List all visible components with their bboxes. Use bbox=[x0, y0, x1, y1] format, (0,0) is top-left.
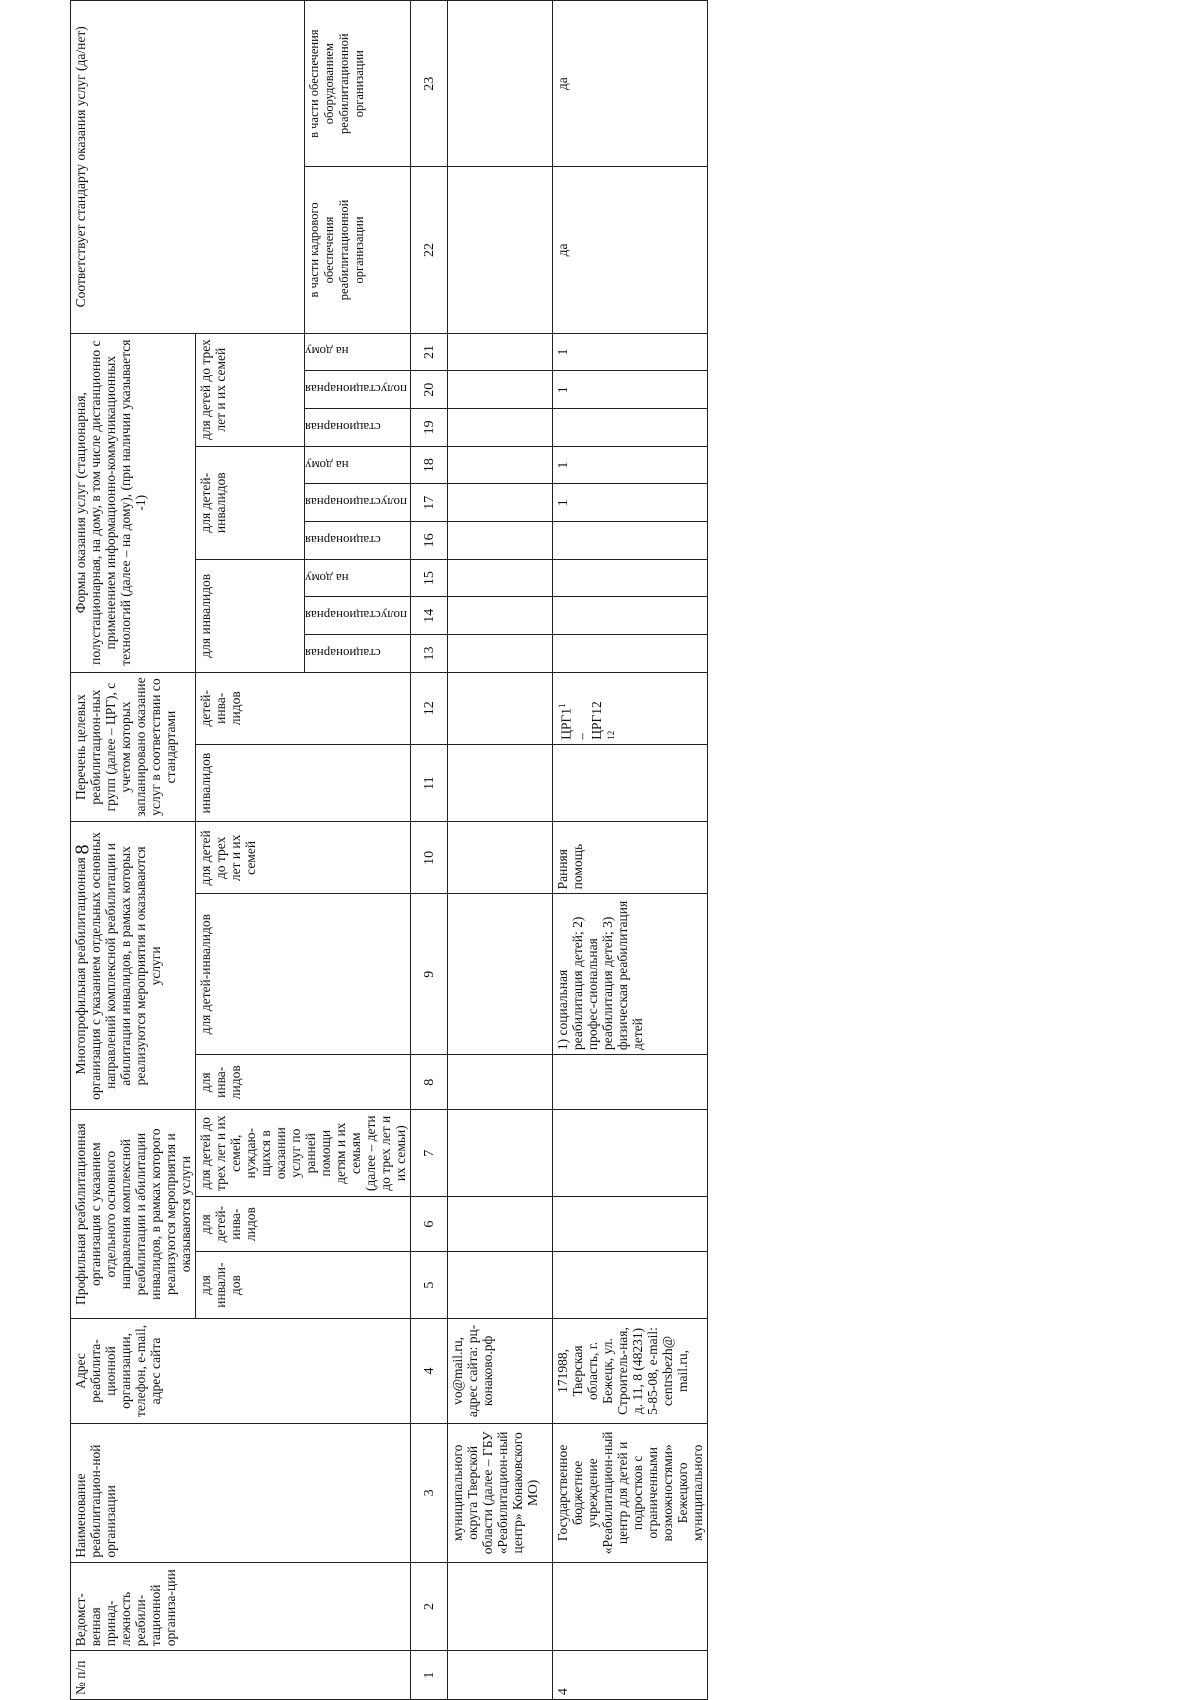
header-num: № п/п bbox=[71, 1651, 411, 1700]
cell-c22 bbox=[448, 167, 553, 333]
header-standard: Соответствует стандарту оказания услуг (да/нет) bbox=[71, 1, 305, 334]
header-form-home bbox=[304, 446, 410, 484]
crg-dash: – bbox=[573, 733, 589, 740]
crg-start-sup: 1 bbox=[557, 703, 567, 708]
cell-c23: да bbox=[553, 1, 708, 167]
column-number: 14 bbox=[411, 597, 448, 635]
crg-end-sup: 12 bbox=[605, 730, 616, 740]
crg-end: ЦРГ12 bbox=[588, 701, 604, 740]
cell-c16 bbox=[448, 522, 553, 560]
header-form-semistationary bbox=[304, 484, 410, 522]
cell-c16 bbox=[553, 522, 708, 560]
crg-start: ЦРГ1 bbox=[558, 707, 574, 740]
cell-address: 171988, Тверская область, г. Бежецк, ул. Строитель-ная, д. 11, 8 (48231) 5-85-08, e-mail: centrsbezh@ mail.ru, bbox=[553, 1318, 708, 1423]
column-number: 10 bbox=[411, 822, 448, 894]
cell-c6 bbox=[448, 1196, 553, 1251]
cell-c18: 1 bbox=[553, 446, 708, 484]
rotated-table-container bbox=[70, 0, 1120, 1700]
cell-c21 bbox=[448, 333, 553, 371]
cell-c17: 1 bbox=[553, 484, 708, 522]
form-type-label: на дому bbox=[304, 344, 349, 360]
cell-name: муниципального округа Тверской области (далее – ГБУ «Реабилитацион-ный центр» Конаковского МО) bbox=[448, 1424, 553, 1563]
rehab-organizations-table bbox=[70, 0, 708, 1700]
header-name: Наименование реабилитацион-ной организации bbox=[71, 1424, 411, 1563]
column-numbers-row bbox=[411, 1, 448, 1700]
form-type-label: на дому bbox=[304, 457, 349, 473]
column-number: 12 bbox=[411, 672, 448, 744]
column-number: 2 bbox=[411, 1562, 448, 1651]
column-number: 1 bbox=[411, 1651, 448, 1700]
column-number: 9 bbox=[411, 894, 448, 1055]
form-type-label: на дому bbox=[304, 570, 349, 586]
cell-c22: да bbox=[553, 167, 708, 333]
header-standard-staff: в части кадрового обеспечения реабилитационной организации bbox=[304, 167, 410, 333]
form-type-label: стационарная bbox=[304, 419, 381, 435]
column-number: 7 bbox=[411, 1110, 448, 1196]
cell-c21: 1 bbox=[553, 333, 708, 371]
cell-c9: 1) социальная реабилитация детей; 2) профес-сиональная реабилитация детей; 3) физическая реабилитация детей bbox=[553, 894, 708, 1055]
cell-c20 bbox=[448, 371, 553, 409]
cell-c17 bbox=[448, 484, 553, 522]
header-multi-early: для детей до трех лет и их семей bbox=[196, 822, 411, 894]
cell-c19 bbox=[448, 409, 553, 447]
header-affiliation: Ведомст-венная принад-лежность реабили-тационной организа-ции bbox=[71, 1562, 411, 1651]
table-row bbox=[553, 1, 708, 1700]
cell-affiliation bbox=[553, 1562, 708, 1651]
header-forms-early: для детей до трех лет и их семей bbox=[196, 333, 305, 446]
header-form-stationary bbox=[304, 522, 410, 560]
column-number: 20 bbox=[411, 371, 448, 409]
cell-c7 bbox=[448, 1110, 553, 1196]
column-number: 17 bbox=[411, 484, 448, 522]
cell-c20: 1 bbox=[553, 371, 708, 409]
cell-c19 bbox=[553, 409, 708, 447]
form-type-label: полустационарная bbox=[304, 382, 407, 398]
column-number: 6 bbox=[411, 1196, 448, 1251]
cell-c8 bbox=[553, 1055, 708, 1110]
cell-c18 bbox=[448, 446, 553, 484]
cell-c14 bbox=[448, 597, 553, 635]
cell-c14 bbox=[553, 597, 708, 635]
header-target-invalids: инвалидов bbox=[196, 744, 411, 822]
header-forms: Формы оказания услуг (стационарная, полустационарная, на дому, в том числе дистанционно с применением информационно-коммуникационных технологий (далее – на дому), (при наличии указывается -1) bbox=[71, 333, 196, 672]
header-forms-invalids: для инвалидов bbox=[196, 559, 305, 672]
column-number: 16 bbox=[411, 522, 448, 560]
header-profile-early: для детей до трех лет и их семей, нуждаю-щихся в оказании услуг по ранней помощи детям и их семьям (далее – дети до трех лет и их семьи) bbox=[196, 1110, 411, 1196]
column-number: 15 bbox=[411, 559, 448, 597]
header-multi: Многопрофильная реабилитационная организация с указанием отдельных основных направлений комплексной реабилитации и абилитации инвалидов, в рамках которых реализуются мероприятия и оказываются услуги bbox=[71, 822, 196, 1110]
cell-address: vo@mail.ru, адрес сайта: рц-конаково.рф bbox=[448, 1318, 553, 1423]
column-number: 11 bbox=[411, 744, 448, 822]
header-row-1 bbox=[71, 1, 196, 1700]
cell-c13 bbox=[448, 635, 553, 673]
header-profile-children: для детей-инва-лидов bbox=[196, 1196, 411, 1251]
form-type-label: стационарная bbox=[304, 532, 381, 548]
column-number: 3 bbox=[411, 1424, 448, 1563]
header-profile: Профильная реабилитационная организация с указанием отдельного основного направления комплексной реабилитации и абилитации инвалидов, в рамках которого реализуются мероприятия и оказываются услуги bbox=[71, 1110, 196, 1318]
cell-c8 bbox=[448, 1055, 553, 1110]
header-form-semistationary bbox=[304, 371, 410, 409]
cell-c9 bbox=[448, 894, 553, 1055]
column-number: 22 bbox=[411, 167, 448, 333]
header-profile-invalids: для инвали-дов bbox=[196, 1252, 411, 1318]
header-form-stationary bbox=[304, 635, 410, 673]
header-form-home bbox=[304, 559, 410, 597]
column-number: 8 bbox=[411, 1055, 448, 1110]
header-form-stationary bbox=[304, 409, 410, 447]
header-form-semistationary bbox=[304, 597, 410, 635]
cell-name: Государственное бюджетное учреждение «Реабилитацион-ный центр для детей и подростков с ограниченными возможностями» Бежецкого муниципального bbox=[553, 1424, 708, 1563]
column-number: 13 bbox=[411, 635, 448, 673]
form-type-label: стационарная bbox=[304, 645, 381, 661]
cell-c23 bbox=[448, 1, 553, 167]
header-target-children: детей-инва-лидов bbox=[196, 672, 411, 744]
cell-c6 bbox=[553, 1196, 708, 1251]
form-type-label: полустационарная bbox=[304, 608, 407, 624]
cell-c11 bbox=[448, 744, 553, 822]
header-multi-children: для детей-инвалидов bbox=[196, 894, 411, 1055]
cell-affiliation bbox=[448, 1562, 553, 1651]
cell-c10: Ранняя помощь bbox=[553, 822, 708, 894]
cell-c11 bbox=[553, 744, 708, 822]
header-target: Перечень целевых реабилитацион-ных групп (далее – ЦРГ), с учетом которых запланировано оказание услуг в соответствии со стандартами bbox=[71, 672, 196, 822]
cell-c12 bbox=[448, 672, 553, 744]
column-number: 18 bbox=[411, 446, 448, 484]
header-address: Адрес реабилита-ционной организации, телефон, e-mail, адрес сайта bbox=[71, 1318, 411, 1423]
cell-num: 4 bbox=[553, 1651, 708, 1700]
cell-c5 bbox=[448, 1252, 553, 1318]
cell-c5 bbox=[553, 1252, 708, 1318]
column-number: 5 bbox=[411, 1252, 448, 1318]
cell-c15 bbox=[448, 559, 553, 597]
column-number: 23 bbox=[411, 1, 448, 167]
cell-c15 bbox=[553, 559, 708, 597]
header-form-home bbox=[304, 333, 410, 371]
page-number: 8 bbox=[71, 844, 94, 855]
cell-num bbox=[448, 1651, 553, 1700]
column-number: 19 bbox=[411, 409, 448, 447]
cell-c7 bbox=[553, 1110, 708, 1196]
header-multi-invalids: для инва-лидов bbox=[196, 1055, 411, 1110]
cell-c12 bbox=[553, 672, 708, 744]
form-type-label: полустационарная bbox=[304, 495, 407, 511]
cell-c13 bbox=[553, 635, 708, 673]
cell-c10 bbox=[448, 822, 553, 894]
column-number: 21 bbox=[411, 333, 448, 371]
column-number: 4 bbox=[411, 1318, 448, 1423]
header-forms-children: для детей-инвалидов bbox=[196, 446, 305, 559]
header-standard-equipment: в части обеспечения оборудованием реабилитационной организации bbox=[304, 1, 410, 167]
table-row bbox=[448, 1, 553, 1700]
